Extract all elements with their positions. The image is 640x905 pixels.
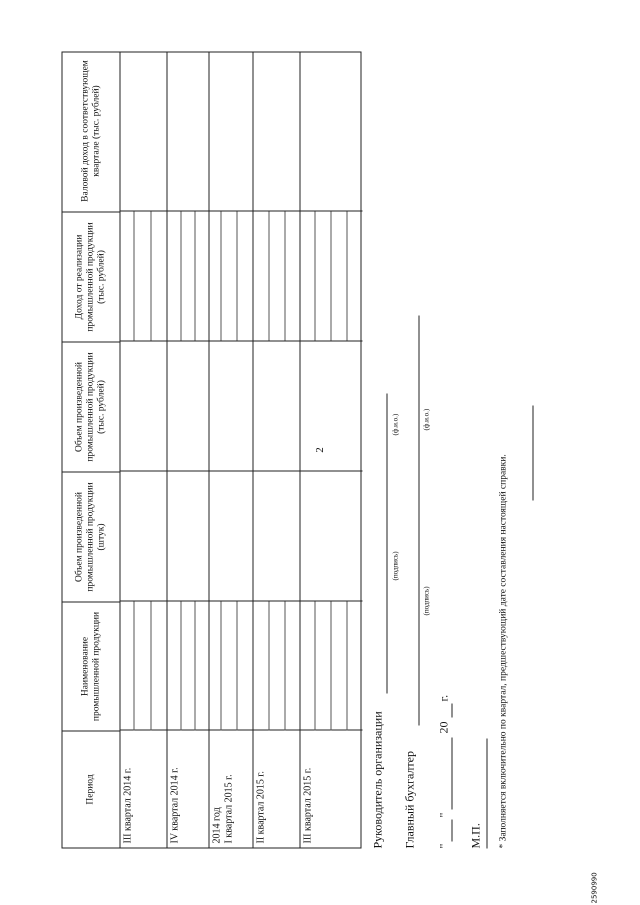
row-divider bbox=[166, 52, 167, 847]
period-cell: 2014 год bbox=[211, 806, 222, 843]
subrow-line bbox=[220, 601, 221, 730]
accountant-sign-hint: (подпись) bbox=[422, 585, 430, 615]
head-name-hint: (ф.и.о.) bbox=[391, 413, 399, 435]
subrow-line bbox=[133, 211, 134, 341]
row-divider bbox=[208, 52, 209, 847]
column-line bbox=[119, 210, 362, 211]
seal-line bbox=[486, 738, 487, 848]
subrow-line bbox=[314, 211, 315, 341]
period-cell: IV квартал 2014 г. bbox=[169, 766, 180, 843]
header-sales-income: Доход от реализации промышленной продукции (тыс. рублей) bbox=[62, 211, 119, 341]
subrow-line bbox=[180, 601, 181, 730]
period-cell: II квартал 2015 г. bbox=[255, 770, 266, 843]
subrow-line bbox=[150, 601, 151, 730]
date-quote-close: " bbox=[436, 812, 450, 817]
column-line bbox=[119, 729, 362, 730]
date-day-line bbox=[451, 819, 452, 841]
header-product-name: Наименование промышленной продукции bbox=[62, 601, 119, 730]
subrow-line bbox=[236, 601, 237, 730]
date-quote-open: " bbox=[436, 843, 450, 848]
date-month-line bbox=[451, 737, 452, 809]
page-number: 2 bbox=[314, 447, 326, 453]
header-volume-rub: Объем произведенной промышленной продукции (тыс. рублей) bbox=[62, 341, 119, 471]
subrow-line bbox=[346, 211, 347, 341]
header-gross-income: Валовой доход в соответствующем квартале (тыс. рублей) bbox=[79, 59, 101, 202]
subrow-line bbox=[314, 601, 315, 730]
period-cell: III квартал 2015 г. bbox=[302, 767, 313, 843]
column-line bbox=[119, 600, 362, 601]
subrow-line bbox=[346, 601, 347, 730]
header-period: Период bbox=[62, 730, 119, 847]
subrow-line bbox=[284, 211, 285, 341]
date-year-suffix: г. bbox=[436, 694, 450, 701]
accountant-signature-line bbox=[418, 315, 419, 725]
row-divider bbox=[299, 52, 300, 847]
subrow-line bbox=[236, 211, 237, 341]
period-cell: III квартал 2014 г. bbox=[122, 767, 133, 843]
row-divider bbox=[252, 52, 253, 847]
doc-code: 2590990 bbox=[590, 871, 598, 903]
subrow-line bbox=[180, 211, 181, 341]
subrow-line bbox=[330, 601, 331, 730]
accountant-name-hint: (ф.и.о.) bbox=[422, 408, 430, 430]
end-line bbox=[532, 405, 533, 500]
header-divider bbox=[119, 52, 120, 847]
subrow-line bbox=[284, 601, 285, 730]
subrow-line bbox=[133, 601, 134, 730]
income-table bbox=[61, 51, 361, 848]
head-signature-line bbox=[386, 393, 387, 693]
subrow-line bbox=[194, 211, 195, 341]
subrow-line bbox=[220, 211, 221, 341]
header-volume-units: Объем произведенной промышленной продукции (штук) bbox=[62, 471, 119, 601]
footnote: * Заполняется включительно по квартал, предшествующий дате составления настоящей справки. bbox=[498, 453, 508, 848]
head-label: Руководитель организации bbox=[370, 710, 384, 848]
subrow-line bbox=[150, 211, 151, 341]
column-line bbox=[119, 340, 362, 341]
seal-label: М.П. bbox=[468, 822, 482, 848]
date-year-line bbox=[451, 703, 452, 717]
period-cell: I квартал 2015 г. bbox=[223, 773, 234, 843]
accountant-label: Главный бухгалтер bbox=[402, 750, 416, 848]
subrow-line bbox=[268, 601, 269, 730]
subrow-line bbox=[268, 211, 269, 341]
date-year-prefix: 20 bbox=[436, 721, 450, 733]
subrow-line bbox=[194, 601, 195, 730]
subrow-line bbox=[330, 211, 331, 341]
head-sign-hint: (подпись) bbox=[391, 550, 399, 580]
column-line bbox=[119, 470, 362, 471]
